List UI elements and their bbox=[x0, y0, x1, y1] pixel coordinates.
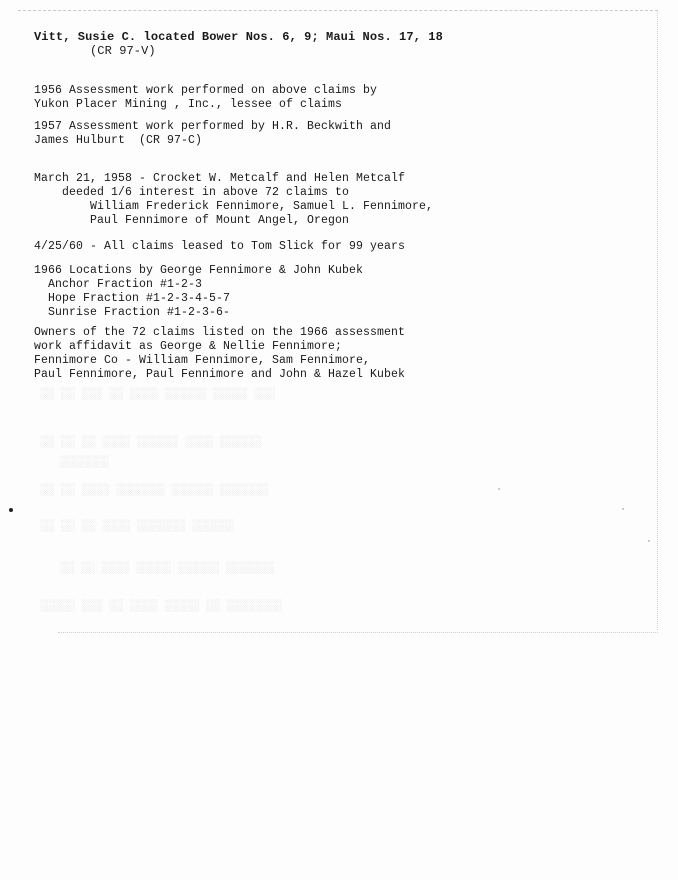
entry-line: 1957 Assessment work performed by H.R. Beckwith and bbox=[34, 120, 392, 133]
speck bbox=[498, 488, 500, 490]
entry-line: 4/25/60 - All claims leased to Tom Slick for 99 years bbox=[34, 240, 406, 253]
entry-line: 1966 Locations by George Fennimore & John Kubek bbox=[34, 264, 364, 277]
entry-line: Anchor Fraction #1-2-3 bbox=[48, 278, 203, 291]
entry-line: Fennimore Co - William Fennimore, Sam Fennimore, bbox=[34, 354, 371, 367]
entry-line: Sunrise Fraction #1-2-3-6- bbox=[48, 306, 231, 319]
card-header-line-1: Vitt, Susie C. located Bower Nos. 6, 9; Maui Nos. 17, 18 bbox=[34, 30, 443, 44]
entry-line: Paul Fennimore, Paul Fennimore and John & Hazel Kubek bbox=[34, 368, 406, 381]
bleed-through-mark: ░░░░░░░ ░░░░░░ ░░░░░░░ ░░░░ ░░ ░░ bbox=[40, 484, 268, 497]
entry-line: Hope Fraction #1-2-3-4-5-7 bbox=[48, 292, 231, 305]
entry-line: March 21, 1958 - Crocket W. Metcalf and Helen Metcalf bbox=[34, 172, 406, 185]
entry-line: 1956 Assessment work performed on above claims by bbox=[34, 84, 378, 97]
bleed-through-mark: ░░░░░░░ ░░░░░░ ░░░░░ ░░░░ ░░ ░░ bbox=[60, 562, 274, 575]
card-top-edge bbox=[18, 10, 658, 11]
bleed-through-mark: ░░░░░░ ░░░░ ░░░░░░ ░░░░ ░░ ░░ ░░ bbox=[40, 436, 261, 449]
entry-line: William Frederick Fennimore, Samuel L. Fennimore, bbox=[90, 200, 434, 213]
bleed-through-mark: ░░░░░░░░ ░░ ░░░░░ ░░░░ ░░ ░░░ ░░░░░ bbox=[40, 600, 282, 613]
card-header-line-2: (CR 97-V) bbox=[90, 44, 156, 58]
entry-line: Paul Fennimore of Mount Angel, Oregon bbox=[90, 214, 350, 227]
entry-line: work affidavit as George & Nellie Fennimore; bbox=[34, 340, 343, 353]
card-right-edge bbox=[657, 10, 658, 630]
entry-line: Yukon Placer Mining , Inc., lessee of claims bbox=[34, 98, 343, 111]
entry-line: Owners of the 72 claims listed on the 1966 assessment bbox=[34, 326, 406, 339]
speck bbox=[648, 540, 650, 542]
bleed-through-mark: ░░░░░░░ bbox=[60, 456, 109, 469]
entry-line: James Hulburt (CR 97-C) bbox=[34, 134, 203, 147]
card-bottom-edge bbox=[58, 632, 658, 633]
speck bbox=[622, 508, 624, 510]
punch-dot bbox=[9, 508, 13, 512]
entry-line: deeded 1/6 interest in above 72 claims to bbox=[62, 186, 350, 199]
bleed-through-mark: ░░░░░░ ░░░░░░░ ░░░░ ░░ ░░ ░░ bbox=[40, 520, 234, 533]
bleed-through-mark: ░░░ ░░░░░ ░░░░░░ ░░░░ ░░ ░░░ ░░ ░░ bbox=[40, 388, 275, 401]
